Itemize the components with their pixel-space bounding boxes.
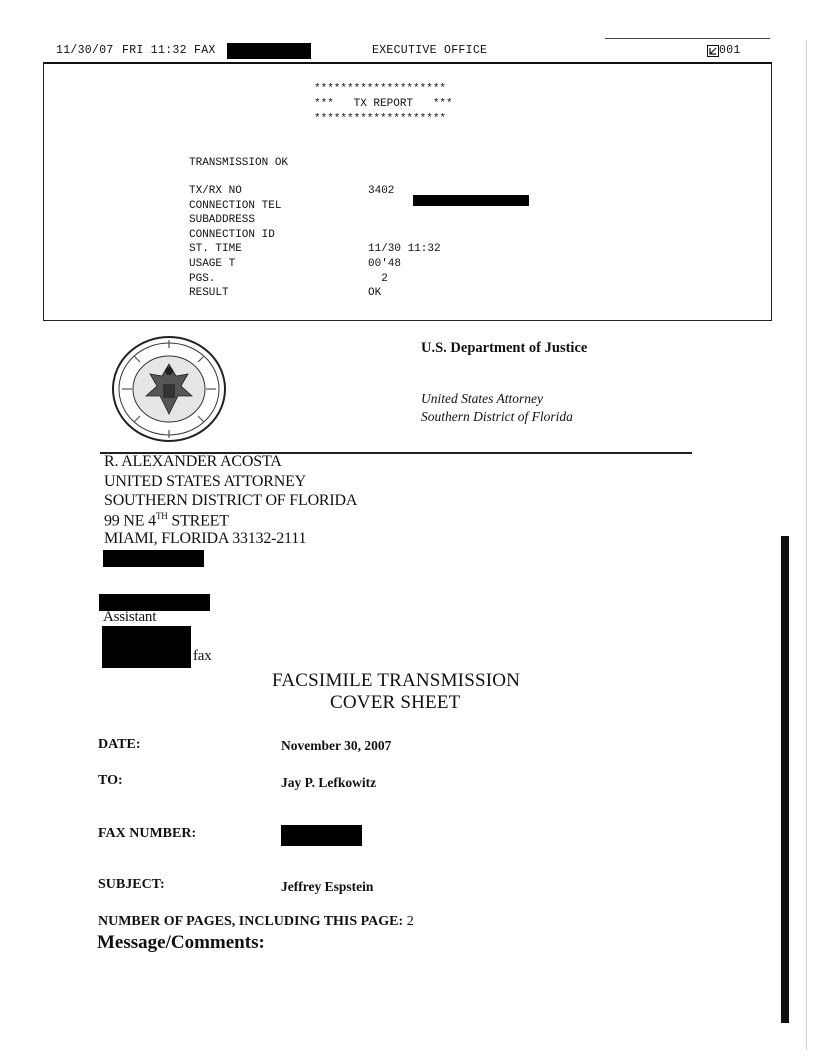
header-rule	[605, 38, 770, 39]
office-line-1: United States Attorney	[421, 391, 543, 406]
address-name: R. ALEXANDER ACOSTA	[104, 453, 282, 470]
fax-page-icon	[707, 45, 719, 57]
tx-label-st-time: ST. TIME	[189, 243, 242, 256]
address-street-name: STREET	[171, 512, 229, 530]
tx-value-txrx: 3402	[368, 185, 395, 197]
department-name: U.S. Department of Justice	[421, 340, 588, 356]
tx-label-txrx: TX/RX NO	[189, 185, 242, 197]
fax-header-page	[707, 44, 741, 57]
to-label: TO:	[98, 773, 123, 788]
tx-label-connection-tel: CONNECTION TEL	[189, 199, 282, 212]
scan-edge-bar	[781, 536, 789, 1023]
redaction-recipient-fax	[281, 825, 362, 846]
address-city: MIAMI, FLORIDA 33132-2111	[104, 530, 307, 547]
tx-value-pgs: 2	[368, 272, 388, 285]
tx-label-result: RESULT	[189, 287, 229, 300]
page-code: 001	[719, 44, 741, 57]
tx-value-usage: 00'48	[368, 258, 402, 270]
tx-value-st-time: 11/30 11:32	[368, 243, 441, 256]
address-street-sup: TH	[155, 511, 168, 521]
address-street	[104, 511, 229, 530]
cover-title-line-1: FACSIMILE TRANSMISSION	[272, 670, 521, 691]
date-value: November 30, 2007	[281, 738, 392, 753]
tx-status: TRANSMISSION OK	[189, 157, 289, 169]
pages-line	[98, 914, 414, 930]
address-title: UNITED STATES ATTORNEY	[104, 473, 307, 490]
redaction-phone	[103, 550, 204, 567]
tx-stars-top: ********************	[314, 83, 447, 95]
tx-label-subaddress: SUBADDRESS	[189, 214, 256, 227]
office-line-2: Southern District of Florida	[421, 409, 573, 424]
to-value: Jay P. Lefkowitz	[281, 775, 377, 790]
doj-seal-icon	[110, 334, 228, 444]
pages-label: NUMBER OF PAGES, INCLUDING THIS PAGE:	[98, 914, 404, 929]
subject-label: SUBJECT:	[98, 877, 165, 892]
address-district: SOUTHERN DISTRICT OF FLORIDA	[104, 492, 358, 509]
comments-label: Message/Comments:	[97, 932, 265, 953]
tx-stars-bottom: ********************	[314, 113, 447, 125]
tx-label-connection-id: CONNECTION ID	[189, 228, 275, 241]
address-street-num: 99 NE 4	[104, 512, 156, 530]
redaction-sender-fax	[102, 626, 191, 668]
redaction-fax-number	[227, 43, 311, 59]
tx-report-title: *** TX REPORT ***	[314, 98, 453, 110]
subject-value: Jeffrey Espstein	[281, 879, 374, 894]
scan-edge-line	[806, 40, 807, 1050]
date-label: DATE:	[98, 737, 141, 752]
sender-role: Assistant	[103, 609, 157, 625]
cover-title-line-2: COVER SHEET	[330, 692, 461, 713]
fax-number-label: FAX NUMBER:	[98, 826, 197, 841]
tx-label-usage: USAGE T	[189, 258, 236, 270]
tx-value-result: OK	[368, 287, 382, 300]
fax-header-time: FRI 11:32 FAX	[122, 44, 216, 57]
fax-header-office: EXECUTIVE OFFICE	[372, 44, 488, 57]
sender-fax-label: fax	[193, 648, 212, 664]
redaction-connection-tel	[413, 195, 529, 206]
tx-label-pgs: PGS.	[189, 272, 216, 285]
pages-value: 2	[406, 914, 414, 929]
fax-header-date: 11/30/07	[56, 44, 114, 57]
